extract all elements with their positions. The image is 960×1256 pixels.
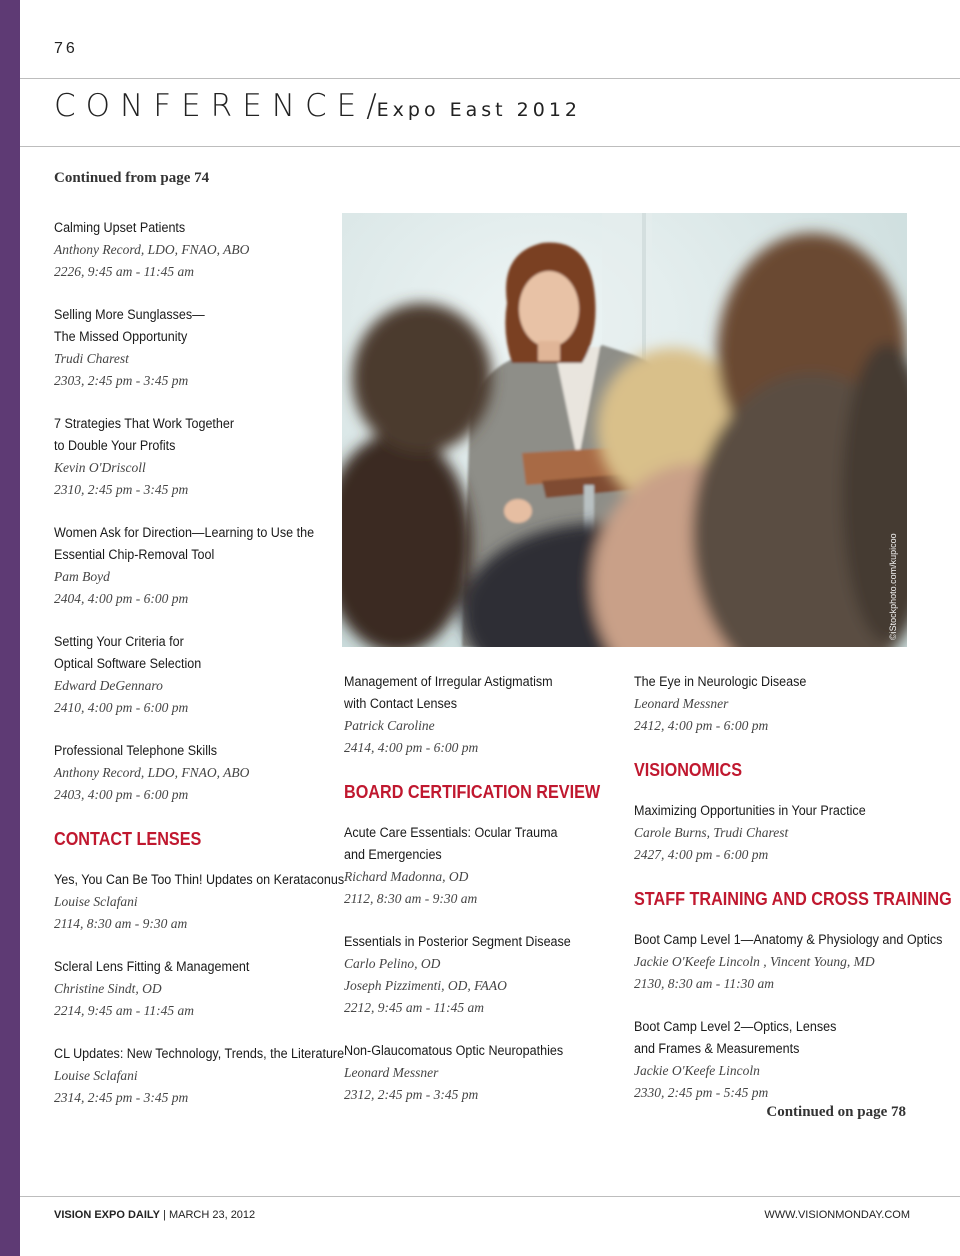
session-speaker: Carole Burns, Trudi Charest	[634, 825, 789, 840]
section-heading: CONTACT LENSES	[54, 829, 202, 849]
session-title: with Contact Lenses	[344, 696, 458, 711]
session-list	[344, 822, 634, 1106]
session-time: 2427, 4:00 pm - 6:00 pm	[634, 847, 769, 862]
sidebar-color-bar	[0, 0, 20, 1256]
session-time: 2404, 4:00 pm - 6:00 pm	[54, 591, 189, 606]
session-speaker: Anthony Record, LDO, FNAO, ABO	[54, 765, 250, 780]
session-list	[344, 671, 634, 759]
page-header	[54, 88, 581, 124]
session-speaker: Leonard Messner	[634, 696, 729, 711]
website-url: WWW.VISIONMONDAY.COM	[764, 1209, 910, 1221]
session-speaker: Louise Sclafani	[54, 1068, 138, 1083]
session-speaker: Christine Sindt, OD	[54, 981, 162, 996]
session-item	[54, 631, 344, 719]
session-list	[634, 671, 924, 737]
presenter-illustration	[342, 213, 907, 647]
session-item	[54, 304, 344, 392]
top-rule	[20, 78, 960, 79]
session-speaker: Edward DeGennaro	[54, 678, 163, 693]
session-title: Boot Camp Level 1—Anatomy & Physiology and Optics	[634, 932, 943, 947]
session-item	[344, 822, 634, 910]
session-speaker: Joseph Pizzimenti, OD, FAAO	[344, 978, 507, 993]
session-time: 2330, 2:45 pm - 5:45 pm	[634, 1085, 769, 1100]
session-title: Women Ask for Direction—Learning to Use the	[54, 525, 315, 540]
session-time: 2130, 8:30 am - 11:30 am	[634, 976, 774, 991]
session-speaker: Richard Madonna, OD	[344, 869, 469, 884]
session-title: Boot Camp Level 2—Optics, Lenses	[634, 1019, 837, 1034]
column-2	[344, 671, 634, 1127]
session-item	[634, 800, 924, 866]
session-title: Scleral Lens Fitting & Management	[54, 959, 250, 974]
session-title: Essentials in Posterior Segment Disease	[344, 934, 571, 949]
session-speaker: Anthony Record, LDO, FNAO, ABO	[54, 242, 250, 257]
session-item	[344, 671, 634, 759]
session-item	[344, 1040, 634, 1106]
continued-on-note: Continued on page 78	[766, 1104, 906, 1120]
session-time: 2226, 9:45 am - 11:45 am	[54, 264, 194, 279]
photo-credit: ©iStockphoto.com/kupicoo	[888, 533, 898, 640]
session-title: Non-Glaucomatous Optic Neuropathies	[344, 1043, 564, 1058]
session-time: 2114, 8:30 am - 9:30 am	[54, 916, 188, 931]
session-title: Yes, You Can Be Too Thin! Updates on Kerataconus	[54, 872, 345, 887]
session-item	[54, 1043, 344, 1109]
issue-date: MARCH 23, 2012	[168, 1209, 256, 1221]
session-time: 2412, 4:00 pm - 6:00 pm	[634, 718, 769, 733]
session-speaker: Pam Boyd	[54, 569, 110, 584]
header-main: CONFERENCE	[54, 88, 367, 124]
session-list	[634, 929, 943, 1104]
session-title: Selling More Sunglasses—	[54, 307, 205, 322]
publication-name: VISION EXPO DAILY	[54, 1209, 160, 1221]
session-speaker: Leonard Messner	[344, 1065, 439, 1080]
session-time: 2212, 9:45 am - 11:45 am	[344, 1000, 484, 1015]
session-time: 2314, 2:45 pm - 3:45 pm	[54, 1090, 189, 1105]
session-time: 2403, 4:00 pm - 6:00 pm	[54, 787, 189, 802]
header-sub: Expo East 2012	[376, 99, 582, 121]
footer-publication-line	[54, 1209, 255, 1221]
session-title: The Missed Opportunity	[54, 329, 188, 344]
session-speaker: Patrick Caroline	[344, 718, 435, 733]
session-title: Management of Irregular Astigmatism	[344, 674, 553, 689]
session-item	[344, 931, 634, 1019]
session-speaker: Trudi Charest	[54, 351, 129, 366]
column-1	[54, 217, 344, 1130]
header-separator: /	[366, 88, 377, 124]
page-number: 76	[54, 40, 78, 57]
footer-separator: |	[159, 1209, 169, 1221]
session-title: Essential Chip-Removal Tool	[54, 547, 215, 562]
session-title: CL Updates: New Technology, Trends, the Literature	[54, 1046, 345, 1061]
session-title: The Eye in Neurologic Disease	[634, 674, 807, 689]
session-list	[54, 217, 344, 806]
session-title: and Frames & Measurements	[634, 1041, 800, 1056]
session-title: Setting Your Criteria for	[54, 634, 184, 649]
session-speaker: Louise Sclafani	[54, 894, 138, 909]
session-list	[634, 800, 924, 866]
session-item	[634, 1016, 924, 1104]
column-3	[634, 671, 952, 1125]
session-item	[54, 956, 344, 1022]
header-rule	[20, 146, 960, 147]
session-time: 2312, 2:45 pm - 3:45 pm	[344, 1087, 479, 1102]
session-item	[54, 740, 344, 806]
session-speaker: Jackie O'Keefe Lincoln , Vincent Young, MD	[634, 954, 875, 969]
continued-from-note: Continued from page 74	[54, 170, 210, 186]
session-item	[54, 522, 344, 610]
session-title: to Double Your Profits	[54, 438, 176, 453]
session-item	[54, 413, 344, 501]
session-time: 2410, 4:00 pm - 6:00 pm	[54, 700, 189, 715]
session-list	[54, 869, 344, 1109]
section-heading: BOARD CERTIFICATION REVIEW	[344, 782, 601, 802]
session-time: 2303, 2:45 pm - 3:45 pm	[54, 373, 189, 388]
session-time: 2112, 8:30 am - 9:30 am	[344, 891, 478, 906]
session-title: and Emergencies	[344, 847, 442, 862]
footer-rule	[20, 1196, 960, 1197]
session-item	[54, 869, 344, 935]
session-speaker: Carlo Pelino, OD	[344, 956, 441, 971]
section-heading: STAFF TRAINING AND CROSS TRAINING	[634, 889, 952, 909]
session-title: 7 Strategies That Work Together	[54, 416, 235, 431]
session-speaker: Kevin O'Driscoll	[54, 460, 146, 475]
session-time: 2214, 9:45 am - 11:45 am	[54, 1003, 194, 1018]
session-title: Calming Upset Patients	[54, 220, 186, 235]
session-item	[54, 217, 344, 283]
session-item	[634, 929, 943, 995]
session-time: 2310, 2:45 pm - 3:45 pm	[54, 482, 189, 497]
session-time: 2414, 4:00 pm - 6:00 pm	[344, 740, 479, 755]
session-title: Professional Telephone Skills	[54, 743, 218, 758]
session-speaker: Jackie O'Keefe Lincoln	[634, 1063, 760, 1078]
section-heading: VISIONOMICS	[634, 760, 743, 780]
session-title: Optical Software Selection	[54, 656, 202, 671]
session-item	[634, 671, 924, 737]
presenter-photo	[342, 213, 907, 647]
session-title: Maximizing Opportunities in Your Practice	[634, 803, 866, 818]
session-title: Acute Care Essentials: Ocular Trauma	[344, 825, 558, 840]
